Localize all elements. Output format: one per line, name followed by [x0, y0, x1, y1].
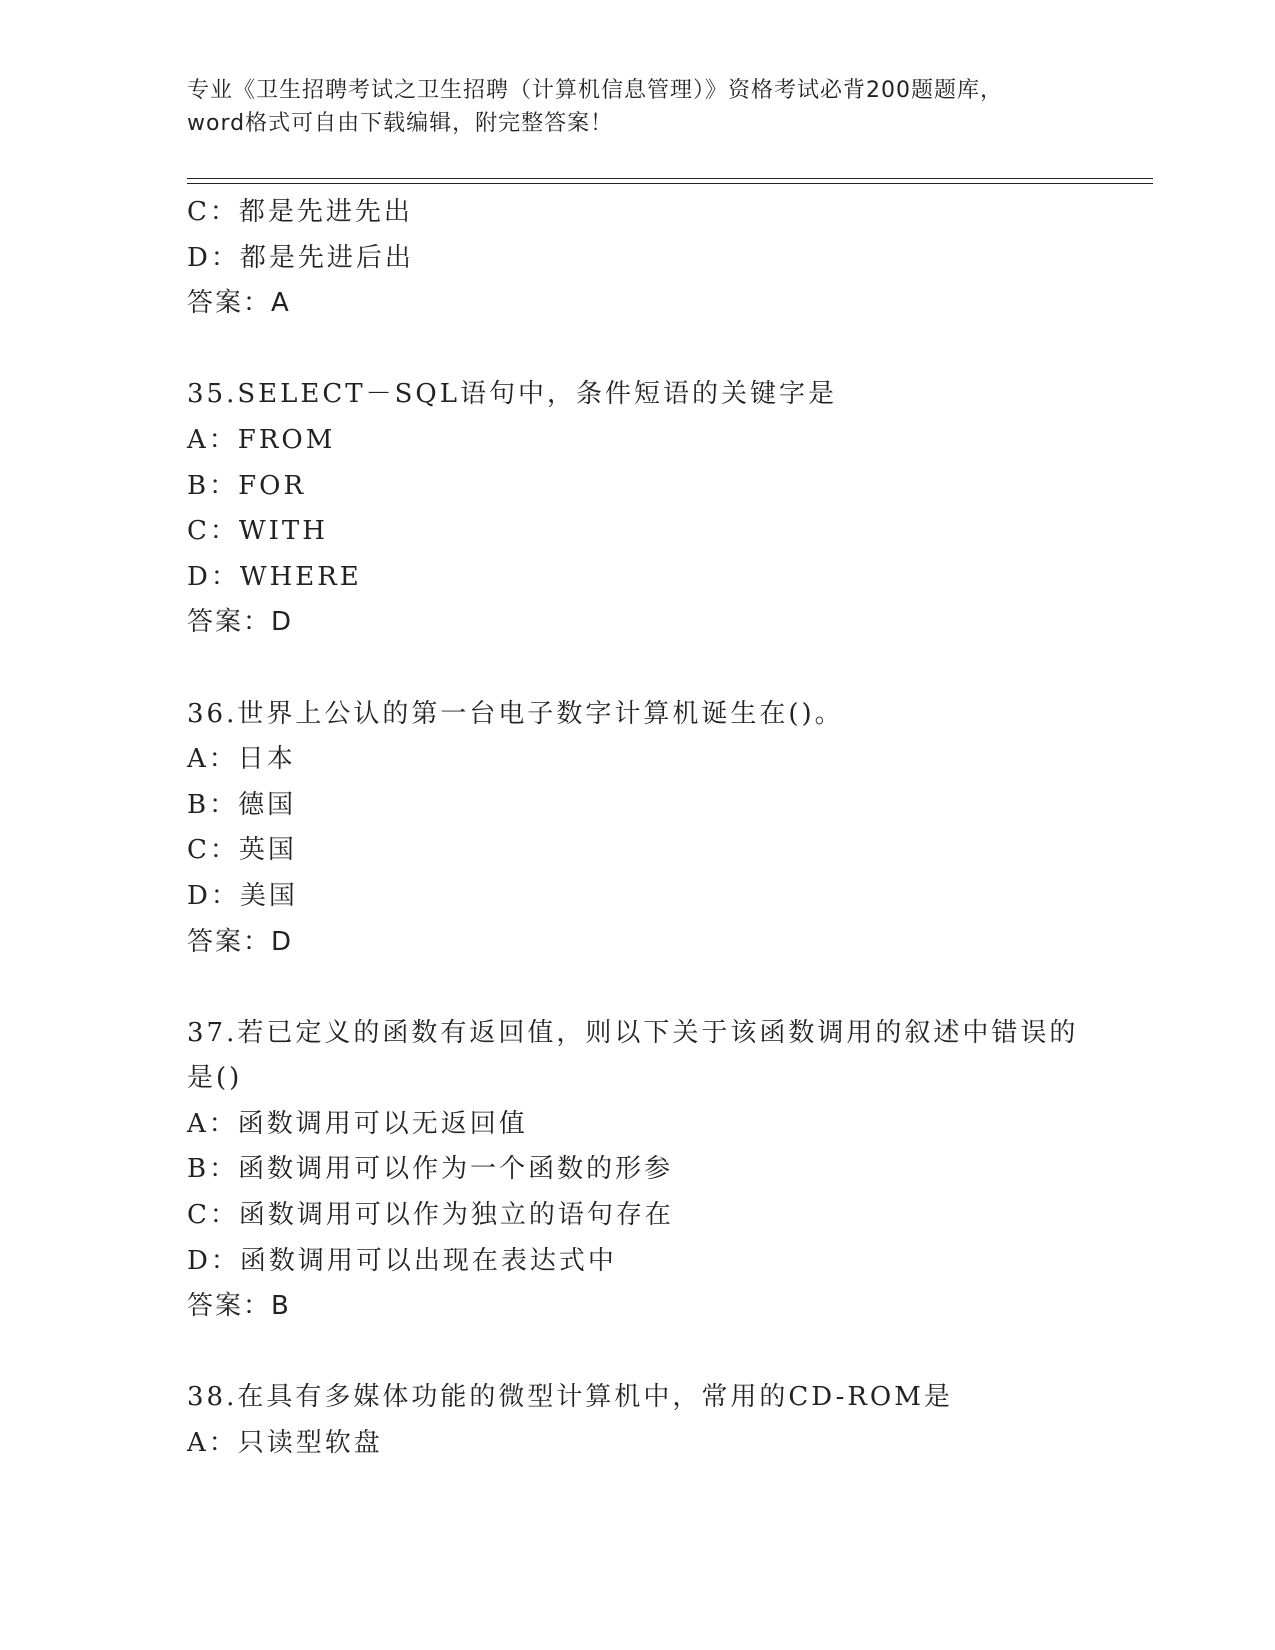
question-stem: 38.在具有多媒体功能的微型计算机中，常用的CD-ROM是: [187, 1382, 953, 1413]
option-a: A：只读型软盘: [187, 1428, 383, 1459]
spacer: [187, 965, 1087, 1011]
previous-question-tail: [187, 190, 1087, 327]
question-stem: 36.世界上公认的第一台电子数字计算机诞生在()。: [187, 698, 844, 729]
option-a: A：日本: [187, 744, 296, 775]
option-d: D：美国: [187, 880, 298, 911]
option-c: C：都是先进先出: [187, 197, 413, 227]
header-divider-bottom: [187, 183, 1153, 184]
option-c: C：WITH: [187, 516, 328, 547]
option-b: B：FOR: [187, 470, 307, 501]
header-title-line-2: word格式可自由下载编辑，附完整答案！: [187, 111, 614, 136]
spacer: [187, 327, 1087, 373]
question-list: [187, 190, 1087, 1467]
document-header: [187, 74, 1087, 140]
question-stem-line-1: 37.若已定义的函数有返回值，则以下关于该函数调用的叙述中错误的: [187, 1017, 1079, 1048]
answer-line: 答案：A: [187, 288, 291, 319]
option-b: B：函数调用可以作为一个函数的形参: [187, 1154, 674, 1185]
answer-line: 答案：D: [187, 607, 294, 638]
spacer: [187, 646, 1087, 692]
answer-line: 答案：D: [187, 926, 294, 957]
question-stem: 35.SELECT－SQL语句中，条件短语的关键字是: [187, 379, 838, 410]
question-36: [187, 692, 1087, 966]
question-37: [187, 1011, 1087, 1330]
header-title-line-1: 专业《卫生招聘考试之卫生招聘（计算机信息管理）》资格考试必背200题题库，: [187, 78, 1003, 103]
option-b: B：德国: [187, 789, 297, 820]
spacer: [187, 1330, 1087, 1376]
answer-line: 答案：B: [187, 1291, 291, 1322]
option-a: A：FROM: [187, 424, 336, 455]
option-d: D：都是先进后出: [187, 242, 414, 273]
question-38: [187, 1375, 1087, 1466]
question-stem-line-2: 是(): [187, 1063, 243, 1094]
option-d: D：WHERE: [187, 561, 362, 592]
option-d: D：函数调用可以出现在表达式中: [187, 1245, 617, 1276]
option-c: C：函数调用可以作为独立的语句存在: [187, 1200, 674, 1231]
option-c: C：英国: [187, 835, 297, 866]
header-divider-top: [187, 178, 1153, 179]
question-35: [187, 372, 1087, 646]
option-a: A：函数调用可以无返回值: [187, 1108, 528, 1139]
